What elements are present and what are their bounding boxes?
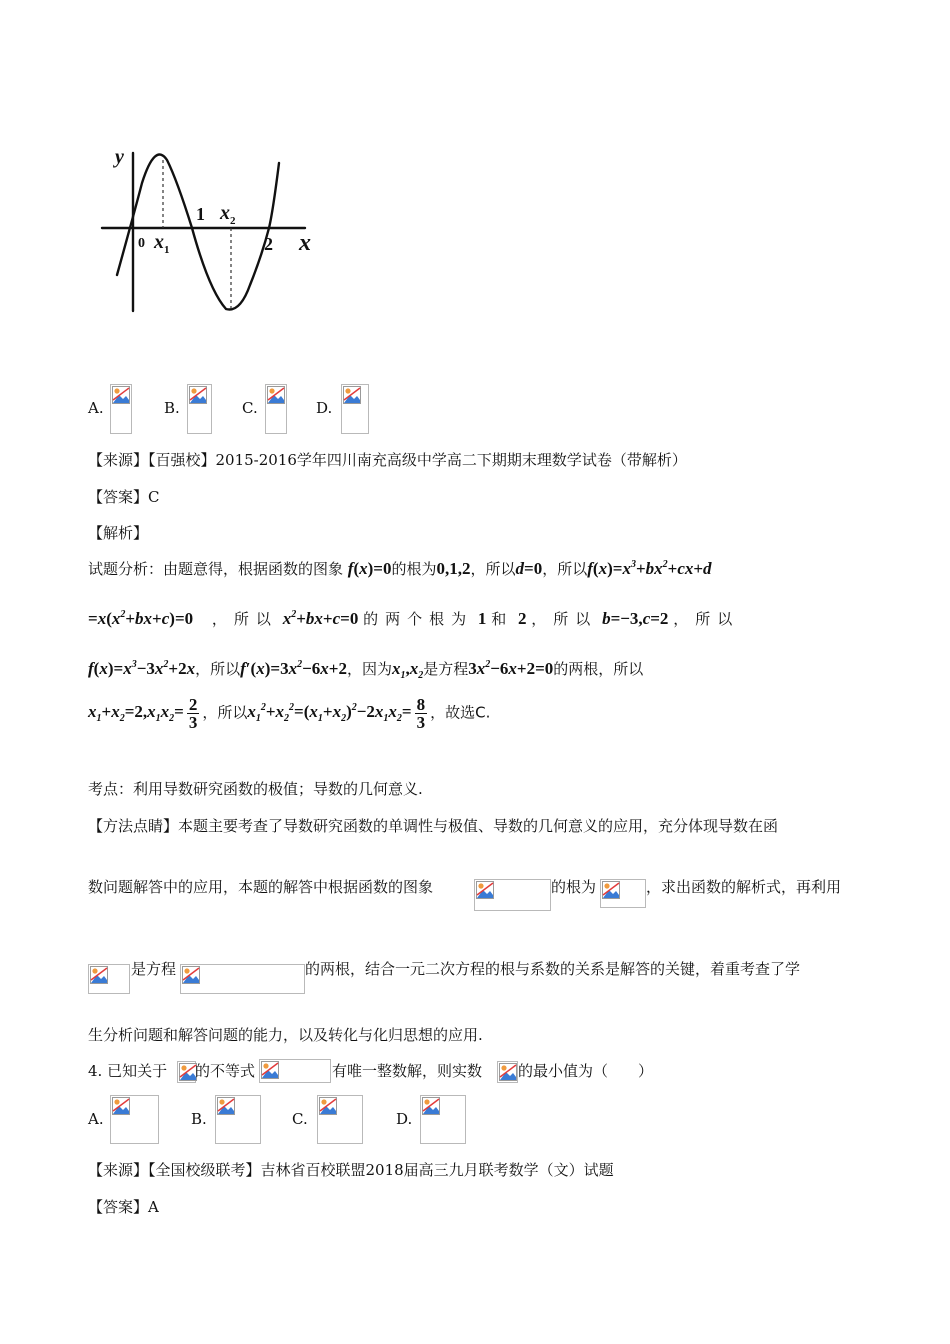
q4-option-d-label: D. (396, 1110, 413, 1128)
q3-option-d-label: D. (316, 399, 333, 417)
q3-method-line-2a: 数问题解答中的应用，本题的解答中根据函数的图象 (88, 878, 434, 896)
q3-analysis-heading: 【解析】 (88, 524, 149, 542)
method-image-2 (600, 879, 646, 908)
broken-image-icon (343, 386, 361, 404)
q4-stem-image-3 (497, 1061, 518, 1083)
broken-image-icon (90, 966, 108, 984)
broken-image-icon (319, 1097, 337, 1115)
q4-stem-b: 的不等式 (195, 1062, 256, 1080)
q4-option-a-image (110, 1095, 159, 1144)
broken-image-icon (476, 881, 494, 899)
q4-answer: 【答案】A (88, 1198, 159, 1216)
q4-stem-image-1 (177, 1061, 196, 1083)
q4-option-b-label: B. (191, 1110, 207, 1128)
q4-stem-c: 有唯一整数解，则实数 (332, 1062, 483, 1080)
broken-image-icon (602, 881, 620, 899)
broken-image-icon (261, 1061, 279, 1079)
broken-image-icon (499, 1063, 517, 1081)
q3-method-line-2c: ，求出函数的解析式，再利用 (646, 878, 842, 896)
broken-image-icon (112, 386, 130, 404)
q3-answer: 【答案】C (88, 488, 160, 506)
q4-source: 【来源】【全国校级联考】吉林省百校联盟2018届高三九月联考数学（文）试题 (88, 1161, 614, 1179)
q3-method-line-3b: 的两根，结合一元二次方程的根与系数的关系是解答的关键，着重考查了学 (305, 960, 801, 978)
q3-method-line-2b: 的根为 (551, 878, 597, 896)
q4-option-b-image (215, 1095, 261, 1144)
broken-image-icon (217, 1097, 235, 1115)
q3-option-d-image (341, 384, 369, 434)
q3-method-line-3a: 是方程 (131, 960, 177, 978)
q4-stem-d: 的最小值为（ ） (518, 1062, 654, 1080)
q3-method-line-1: 【方法点睛】本题主要考查了导数研究函数的单调性与极值、导数的几何意义的应用，充分体现导数在函 (88, 817, 779, 835)
x1-label: $x_1$ (154, 231, 170, 256)
function-graph (95, 135, 330, 320)
y-axis-label: y (115, 146, 124, 168)
broken-image-icon (182, 966, 200, 984)
q3-option-b-label: B. (164, 399, 180, 417)
broken-image-icon (267, 386, 285, 404)
q4-option-c-image (317, 1095, 363, 1144)
method-image-3 (88, 964, 130, 994)
two-label: 2 (264, 234, 273, 254)
x-axis-label: x (299, 230, 311, 256)
broken-image-icon (112, 1097, 130, 1115)
x2-label: $x_2$ (220, 202, 236, 227)
q3-option-a-label: A. (88, 399, 104, 417)
q3-analysis-line-4: $x_1+x_2=2,x_1x_2=$ $\frac{2}{3}$ ，所以$x_1^2+x_2^2=(x_1+x_2)^2-2x_1x_2=$ $\frac{8}{3}$ ，故选C. (88, 695, 491, 732)
q3-analysis-line-2: $=x(x^2+bx+c)=0$ ，所以 $x^2+bx+c=0$ 的两个根为 1 和 2 ，所以 b=−3,c=2 ，所以 (88, 609, 740, 628)
broken-image-icon (422, 1097, 440, 1115)
q4-option-d-image (420, 1095, 466, 1144)
q3-source: 【来源】【百强校】2015-2016学年四川南充高级中学高二下期期末理数学试卷（带解析） (88, 451, 687, 469)
q3-analysis-line-1: 试题分析：由题意得，根据函数的图象 f(x)=0的根为0,1,2，所以d=0，所以$f(x)=x^3+bx^2+cx+d$ (88, 559, 712, 578)
q4-option-c-label: C. (292, 1110, 308, 1128)
q3-analysis-line-3: $f(x)=x^3-3x^2+2x$，所以$f'(x)=3x^2-6x+2$，因为$x_1,x_2$是方程$3x^2-6x+2=0$的两根，所以 (88, 659, 644, 681)
method-image-4 (180, 964, 305, 994)
q4-option-a-label: A. (88, 1110, 104, 1128)
q3-option-c-label: C. (242, 399, 258, 417)
q3-option-b-image (187, 384, 212, 434)
one-label: 1 (196, 204, 205, 224)
q3-method-line-4: 生分析问题和解答问题的能力，以及转化与化归思想的应用. (88, 1026, 483, 1044)
q4-stem-image-2 (259, 1059, 331, 1083)
q3-kaodian: 考点：利用导数研究函数的极值；导数的几何意义. (88, 780, 423, 798)
broken-image-icon (189, 386, 207, 404)
method-image-1 (474, 879, 551, 911)
q4-stem-a: 4. 已知关于 (88, 1062, 168, 1080)
q3-option-a-image (110, 384, 132, 434)
origin-label: 0 (138, 236, 145, 251)
cubic-curve (117, 155, 279, 310)
q3-option-c-image (265, 384, 287, 434)
